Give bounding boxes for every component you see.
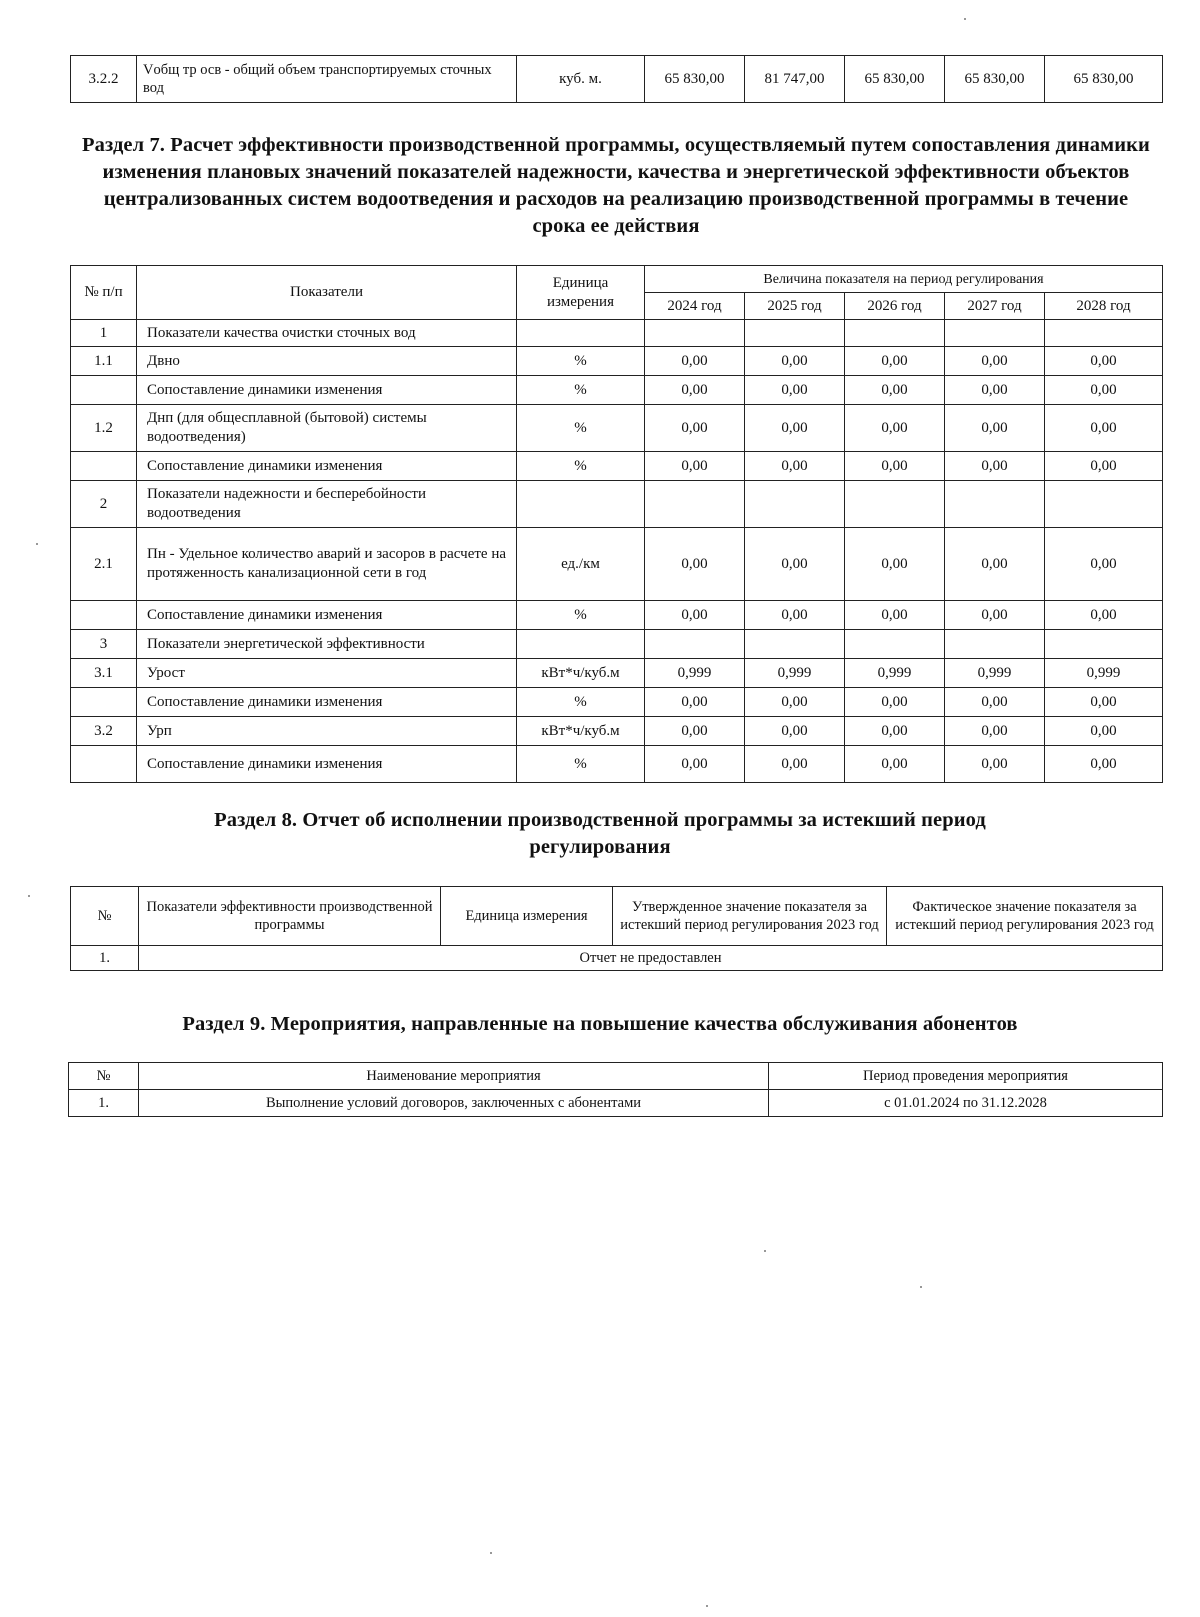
row-number bbox=[71, 376, 137, 405]
scan-speck bbox=[36, 543, 38, 545]
table-row bbox=[71, 56, 1163, 103]
unit-cell bbox=[517, 320, 645, 347]
section9-table bbox=[68, 1062, 1163, 1117]
value-cell: 0,00 bbox=[745, 717, 845, 746]
value-cell: 0,00 bbox=[645, 452, 745, 481]
table-row bbox=[71, 481, 1163, 528]
value-cell: 0,00 bbox=[645, 376, 745, 405]
value-cell: 65 830,00 bbox=[645, 56, 745, 103]
value-cell: 0,00 bbox=[945, 688, 1045, 717]
header-period: Величина показателя на период регулирования bbox=[645, 266, 1163, 293]
value-cell: 65 830,00 bbox=[945, 56, 1045, 103]
value-cell: 65 830,00 bbox=[845, 56, 945, 103]
value-cell bbox=[1045, 320, 1163, 347]
value-cell: 0,999 bbox=[645, 659, 745, 688]
header-num: № п/п bbox=[71, 266, 137, 320]
value-cell: 0,00 bbox=[1045, 376, 1163, 405]
header-unit: Единица измерения bbox=[517, 266, 645, 320]
header-name: Показатели bbox=[137, 266, 517, 320]
value-cell: 0,00 bbox=[945, 601, 1045, 630]
indicator-name: Показатели качества очистки сточных вод bbox=[137, 320, 517, 347]
unit-cell bbox=[517, 481, 645, 528]
row-number bbox=[71, 746, 137, 783]
value-cell: 0,00 bbox=[1045, 452, 1163, 481]
value-cell: 65 830,00 bbox=[1045, 56, 1163, 103]
measure-period: с 01.01.2024 по 31.12.2028 bbox=[769, 1090, 1163, 1117]
value-cell: 0,00 bbox=[645, 528, 745, 601]
value-cell: 0,00 bbox=[1045, 347, 1163, 376]
scan-speck bbox=[964, 18, 966, 20]
unit-cell: ед./км bbox=[517, 528, 645, 601]
header-num: № bbox=[69, 1063, 139, 1090]
table-row bbox=[71, 946, 1163, 971]
header-approved: Утвержденное значение показателя за истекший период регулирования 2023 год bbox=[613, 887, 887, 946]
indicator-name: Показатели надежности и бесперебойности водоотведения bbox=[137, 481, 517, 528]
indicator-name: Пн - Удельное количество аварий и засоров в расчете на протяженность канализационной сети в год bbox=[137, 528, 517, 601]
value-cell: 0,00 bbox=[1045, 717, 1163, 746]
table-row bbox=[71, 630, 1163, 659]
top-continuation-table bbox=[70, 55, 1163, 103]
value-cell: 0,00 bbox=[745, 376, 845, 405]
table-row bbox=[71, 376, 1163, 405]
value-cell: 0,00 bbox=[1045, 601, 1163, 630]
header-year: 2025 год bbox=[745, 293, 845, 320]
value-cell bbox=[645, 481, 745, 528]
indicator-name: Урп bbox=[137, 717, 517, 746]
unit-cell: кВт*ч/куб.м bbox=[517, 659, 645, 688]
table-row bbox=[71, 320, 1163, 347]
section8-table bbox=[70, 886, 1163, 971]
value-cell: 0,00 bbox=[745, 528, 845, 601]
value-cell: 0,00 bbox=[645, 717, 745, 746]
row-number: 1 bbox=[71, 320, 137, 347]
value-cell: 0,999 bbox=[1045, 659, 1163, 688]
value-cell: 0,00 bbox=[1045, 688, 1163, 717]
header-row bbox=[69, 1063, 1163, 1090]
scan-speck bbox=[706, 1605, 708, 1607]
value-cell: 0,00 bbox=[945, 347, 1045, 376]
header-name: Показатели эффективности производственной программы bbox=[139, 887, 441, 946]
scan-speck bbox=[490, 1552, 492, 1554]
value-cell: 0,00 bbox=[745, 746, 845, 783]
value-cell: 0,00 bbox=[845, 746, 945, 783]
header-actual: Фактическое значение показателя за истекший период регулирования 2023 год bbox=[887, 887, 1163, 946]
row-number: 3.2 bbox=[71, 717, 137, 746]
value-cell: 0,00 bbox=[1045, 528, 1163, 601]
unit-cell: % bbox=[517, 746, 645, 783]
value-cell: 0,00 bbox=[645, 405, 745, 452]
value-cell: 0,00 bbox=[745, 405, 845, 452]
value-cell: 0,00 bbox=[745, 688, 845, 717]
value-cell bbox=[845, 630, 945, 659]
unit-cell bbox=[517, 630, 645, 659]
value-cell: 0,00 bbox=[745, 347, 845, 376]
indicator-name: Днп (для общесплавной (бытовой) системы водоотведения) bbox=[137, 405, 517, 452]
value-cell: 0,00 bbox=[845, 452, 945, 481]
value-cell: 0,00 bbox=[845, 347, 945, 376]
value-cell: 0,00 bbox=[1045, 405, 1163, 452]
report-note: Отчет не предоставлен bbox=[139, 946, 1163, 971]
measure-name: Выполнение условий договоров, заключенных с абонентами bbox=[139, 1090, 769, 1117]
row-number: 2 bbox=[71, 481, 137, 528]
value-cell: 0,00 bbox=[945, 528, 1045, 601]
row-number: 1. bbox=[69, 1090, 139, 1117]
indicator-name: Сопоставление динамики изменения bbox=[137, 376, 517, 405]
value-cell: 0,00 bbox=[845, 376, 945, 405]
unit-cell: % bbox=[517, 452, 645, 481]
section7-title: Раздел 7. Расчет эффективности производственной программы, осуществляемый путем сопоставления динамики изменения плановых значений показателей надежности, качества и энергетической эффективности объектов централизованных систем водоотведения и расходов на реализацию производственной программы в течение срока ее действия bbox=[82, 134, 1150, 237]
value-cell bbox=[1045, 630, 1163, 659]
value-cell: 0,00 bbox=[945, 717, 1045, 746]
unit-cell: % bbox=[517, 347, 645, 376]
value-cell bbox=[945, 320, 1045, 347]
row-number: 3.1 bbox=[71, 659, 137, 688]
unit-cell: % bbox=[517, 601, 645, 630]
value-cell bbox=[645, 320, 745, 347]
indicator-name: Показатели энергетической эффективности bbox=[137, 630, 517, 659]
header-row bbox=[71, 266, 1163, 293]
value-cell: 0,999 bbox=[945, 659, 1045, 688]
value-cell: 0,00 bbox=[845, 405, 945, 452]
header-year: 2026 год bbox=[845, 293, 945, 320]
value-cell bbox=[645, 630, 745, 659]
section8-title: Раздел 8. Отчет об исполнении производственной программы за истекший период регулирования bbox=[214, 809, 986, 858]
section9-title: Раздел 9. Мероприятия, направленные на повышение качества обслуживания абонентов bbox=[182, 1013, 1018, 1035]
value-cell: 0,00 bbox=[745, 601, 845, 630]
unit-cell: % bbox=[517, 376, 645, 405]
indicator-name: Двно bbox=[137, 347, 517, 376]
table-row bbox=[71, 528, 1163, 601]
header-row bbox=[71, 887, 1163, 946]
value-cell: 0,00 bbox=[845, 528, 945, 601]
row-number bbox=[71, 452, 137, 481]
table-row bbox=[71, 601, 1163, 630]
unit-cell: кВт*ч/куб.м bbox=[517, 717, 645, 746]
value-cell bbox=[845, 320, 945, 347]
value-cell bbox=[845, 481, 945, 528]
indicator-name: Сопоставление динамики изменения bbox=[137, 688, 517, 717]
scan-speck bbox=[920, 1286, 922, 1288]
value-cell bbox=[945, 630, 1045, 659]
value-cell: 0,00 bbox=[845, 717, 945, 746]
unit-cell: % bbox=[517, 688, 645, 717]
unit-cell: куб. м. bbox=[517, 56, 645, 103]
scan-speck bbox=[28, 895, 30, 897]
row-number: 1.1 bbox=[71, 347, 137, 376]
value-cell: 0,00 bbox=[845, 601, 945, 630]
value-cell bbox=[745, 320, 845, 347]
table-row bbox=[71, 452, 1163, 481]
scan-speck bbox=[764, 1250, 766, 1252]
value-cell: 0,999 bbox=[845, 659, 945, 688]
value-cell bbox=[745, 481, 845, 528]
row-number bbox=[71, 688, 137, 717]
indicator-name: Сопоставление динамики изменения bbox=[137, 746, 517, 783]
table-row bbox=[71, 717, 1163, 746]
indicator-name: Vобщ тр осв - общий объем транспортируемых сточных вод bbox=[137, 56, 517, 103]
header-num: № bbox=[71, 887, 139, 946]
row-number: 1.2 bbox=[71, 405, 137, 452]
indicator-name: Сопоставление динамики изменения bbox=[137, 452, 517, 481]
value-cell: 81 747,00 bbox=[745, 56, 845, 103]
value-cell bbox=[745, 630, 845, 659]
table-row bbox=[71, 746, 1163, 783]
row-number bbox=[71, 601, 137, 630]
table-row bbox=[69, 1090, 1163, 1117]
value-cell: 0,00 bbox=[945, 746, 1045, 783]
value-cell: 0,00 bbox=[645, 746, 745, 783]
value-cell: 0,00 bbox=[945, 452, 1045, 481]
row-number: 3 bbox=[71, 630, 137, 659]
indicator-name: Урост bbox=[137, 659, 517, 688]
value-cell: 0,00 bbox=[645, 688, 745, 717]
row-number: 2.1 bbox=[71, 528, 137, 601]
value-cell: 0,00 bbox=[745, 452, 845, 481]
table-row bbox=[71, 347, 1163, 376]
section7-table bbox=[70, 265, 1163, 783]
table-row bbox=[71, 688, 1163, 717]
value-cell bbox=[945, 481, 1045, 528]
section7-body bbox=[71, 320, 1163, 783]
value-cell bbox=[1045, 481, 1163, 528]
unit-cell: % bbox=[517, 405, 645, 452]
value-cell: 0,00 bbox=[945, 405, 1045, 452]
header-year: 2028 год bbox=[1045, 293, 1163, 320]
header-name: Наименование мероприятия bbox=[139, 1063, 769, 1090]
row-number: 3.2.2 bbox=[71, 56, 137, 103]
value-cell: 0,999 bbox=[745, 659, 845, 688]
header-unit: Единица измерения bbox=[441, 887, 613, 946]
indicator-name: Сопоставление динамики изменения bbox=[137, 601, 517, 630]
table-row bbox=[71, 405, 1163, 452]
header-year: 2024 год bbox=[645, 293, 745, 320]
value-cell: 0,00 bbox=[645, 347, 745, 376]
header-period: Период проведения мероприятия bbox=[769, 1063, 1163, 1090]
value-cell: 0,00 bbox=[1045, 746, 1163, 783]
value-cell: 0,00 bbox=[945, 376, 1045, 405]
table-row bbox=[71, 659, 1163, 688]
value-cell: 0,00 bbox=[645, 601, 745, 630]
header-year: 2027 год bbox=[945, 293, 1045, 320]
row-number: 1. bbox=[71, 946, 139, 971]
value-cell: 0,00 bbox=[845, 688, 945, 717]
